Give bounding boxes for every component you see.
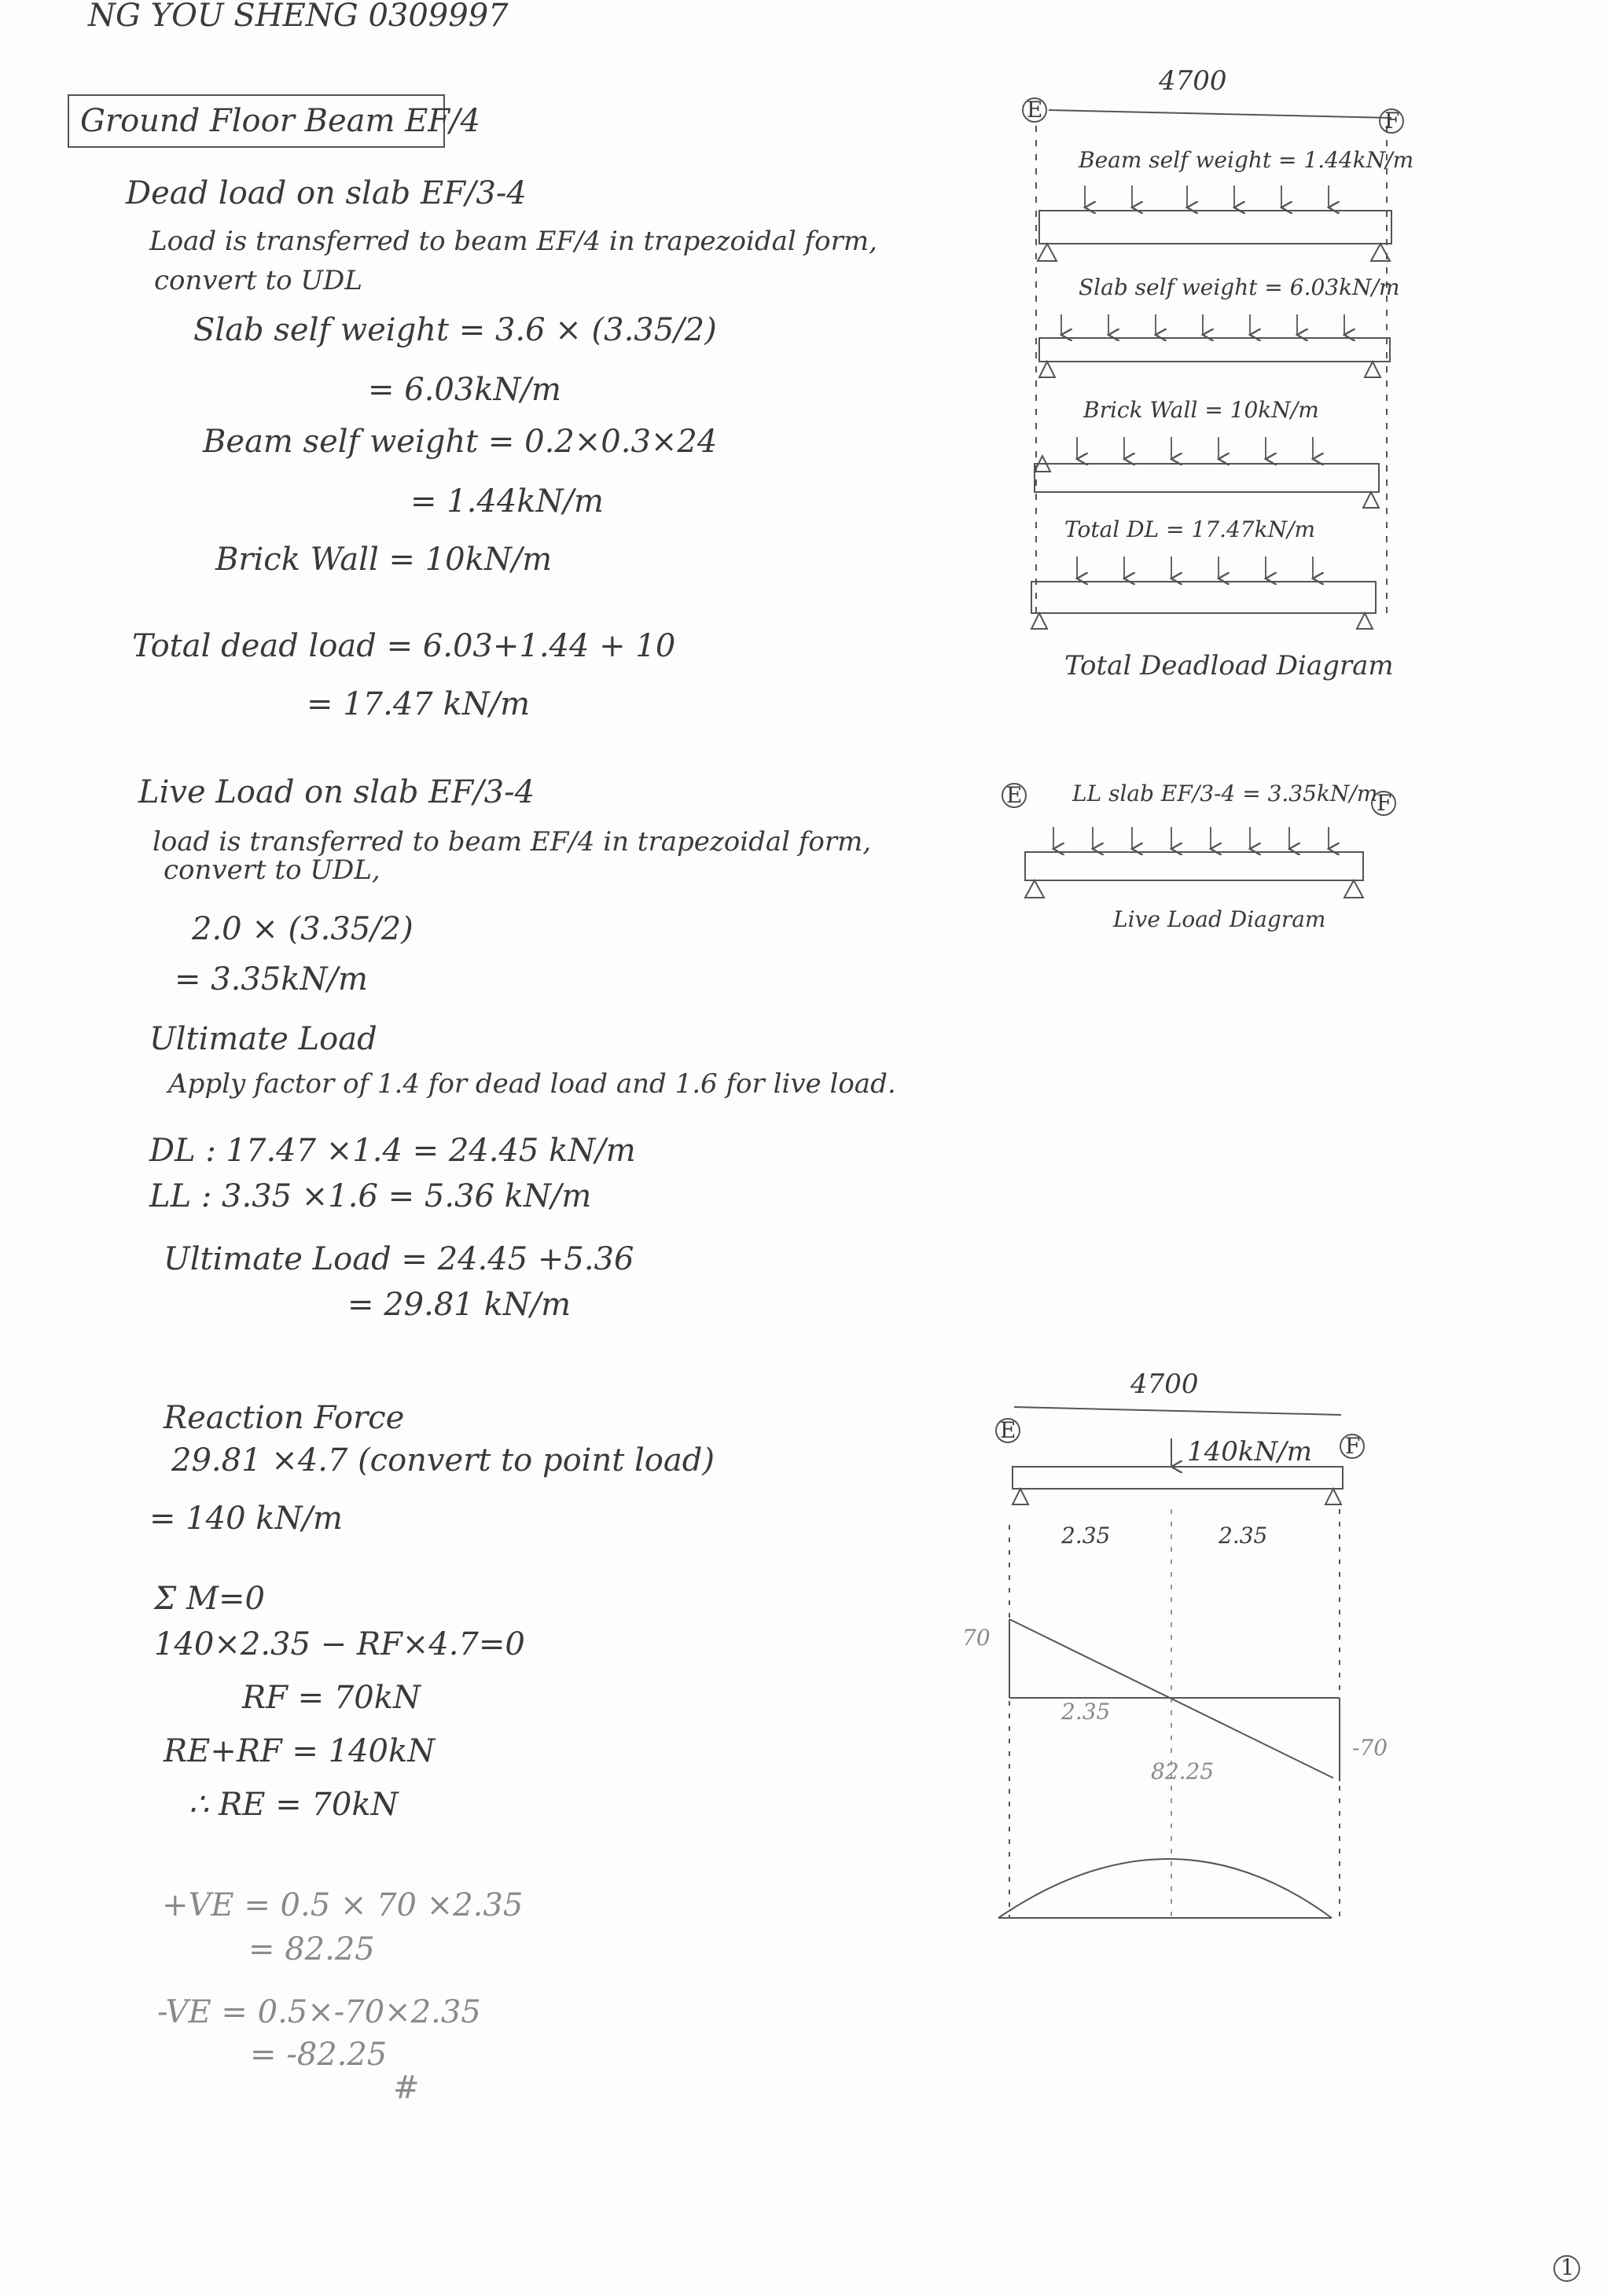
reaction-heading: Reaction Force (164, 1400, 405, 1436)
beam-self-weight-result: = 1.44kN/m (410, 483, 604, 520)
dl-beam-1-arrows (1085, 186, 1329, 208)
dl-brick-label: Brick Wall = 10kN/m (1083, 397, 1319, 423)
reaction-beam-group (996, 1407, 1364, 1918)
end-mark: # (393, 2070, 420, 2106)
segment-2-label: 2.35 (1219, 1523, 1268, 1548)
dl-total-label: Total DL = 17.47kN/m (1064, 516, 1316, 542)
ll-caption: Live Load Diagram (1113, 906, 1326, 932)
beam-self-weight: Beam self weight = 0.2×0.3×24 (203, 424, 718, 460)
segment-1-label: 2.35 (1061, 1523, 1111, 1548)
reaction-calc: 29.81 ×4.7 (convert to point load) (171, 1442, 715, 1479)
reaction-calc-result: = 140 kN/m (149, 1501, 343, 1537)
shear-positive-label: 70 (962, 1625, 991, 1651)
dl-beam-2 (1039, 338, 1390, 377)
moment-sum: Σ M=0 (154, 1581, 265, 1617)
ultimate-note: Apply factor of 1.4 for dead load and 1.6 for live load. (168, 1068, 896, 1100)
dl-beam-sw-label: Beam self weight = 1.44kN/m (1079, 147, 1414, 173)
dl-span-label: 4700 (1159, 65, 1227, 97)
dl-node-e-label: E (1027, 97, 1043, 123)
page-number: 1 (1560, 2254, 1575, 2280)
dl-beam-3-arrows (1077, 437, 1313, 459)
reaction-beam (1013, 1467, 1343, 1489)
shear-midpoint-label: 2.35 (1061, 1699, 1111, 1725)
reaction-node-f-label: F (1345, 1433, 1361, 1459)
ll-beam-arrows (1053, 827, 1329, 849)
ll-note-1: load is transferred to beam EF/4 in trapezoidal form, (153, 826, 872, 858)
dl-heading: Dead load on slab EF/3-4 (126, 175, 527, 211)
ll-node-f-label: F (1377, 790, 1392, 816)
ultimate-total-result: = 29.81 kN/m (347, 1287, 572, 1323)
negative-moment-result: = -82.25 (250, 2037, 388, 2073)
bmd-curve (998, 1859, 1332, 1918)
ultimate-heading: Ultimate Load (149, 1021, 377, 1057)
dl-note-1: Load is transferred to beam EF/4 in trapezoidal form, (149, 226, 877, 257)
reaction-re: ∴ RE = 70kN (189, 1787, 399, 1823)
reaction-rf: RF = 70kN (242, 1680, 421, 1716)
moment-peak-label: 82.25 (1151, 1758, 1215, 1784)
dl-span-line (1049, 110, 1391, 118)
ll-calc: 2.0 × (3.35/2) (192, 911, 414, 947)
reaction-span-line (1014, 1407, 1341, 1415)
ll-note-2: convert to UDL, (164, 854, 380, 886)
brick-wall-load: Brick Wall = 10kN/m (215, 542, 553, 578)
dl-beam-4 (1031, 582, 1376, 629)
dl-beam-4-arrows (1077, 557, 1313, 579)
dl-node-f-label: F (1384, 108, 1400, 134)
slab-self-weight-result: = 6.03kN/m (368, 372, 561, 408)
total-dead-load-result: = 17.47 kN/m (307, 686, 531, 722)
slab-self-weight: Slab self weight = 3.6 × (3.35/2) (193, 312, 717, 348)
ll-calc-result: = 3.35kN/m (175, 961, 368, 997)
dl-beam-3 (1035, 456, 1379, 508)
moment-equation: 140×2.35 − RF×4.7=0 (154, 1626, 525, 1662)
reaction-span-label: 4700 (1130, 1368, 1199, 1400)
total-dead-load: Total dead load = 6.03+1.44 + 10 (132, 628, 676, 664)
ultimate-total: Ultimate Load = 24.45 +5.36 (164, 1241, 634, 1277)
ultimate-dl: DL : 17.47 ×1.4 = 24.45 kN/m (149, 1133, 636, 1169)
page-title: Ground Floor Beam EF/4 (80, 103, 480, 139)
reaction-node-e-label: E (1000, 1417, 1016, 1443)
positive-moment-result: = 82.25 (248, 1931, 375, 1967)
dl-slab-sw-label: Slab self weight = 6.03kN/m (1079, 274, 1400, 300)
ll-node-e-label: E (1006, 782, 1023, 808)
ll-heading: Live Load on slab EF/3-4 (138, 774, 535, 810)
negative-moment: -VE = 0.5×-70×2.35 (157, 1994, 481, 2030)
dl-beam-1 (1038, 211, 1391, 261)
dl-note-2: convert to UDL (154, 265, 362, 296)
point-load-label: 140kN/m (1187, 1436, 1312, 1468)
student-name-id: NG YOU SHENG 0309997 (88, 0, 509, 34)
shear-negative-label: -70 (1352, 1735, 1388, 1761)
dl-beam-2-arrows (1061, 314, 1344, 335)
ultimate-ll: LL : 3.35 ×1.6 = 5.36 kN/m (149, 1178, 592, 1214)
positive-moment: +VE = 0.5 × 70 ×2.35 (162, 1887, 524, 1923)
dl-caption: Total Deadload Diagram (1064, 650, 1394, 681)
reaction-sum: RE+RF = 140kN (164, 1733, 436, 1769)
ll-label: LL slab EF/3-4 = 3.35kN/m (1072, 781, 1378, 806)
